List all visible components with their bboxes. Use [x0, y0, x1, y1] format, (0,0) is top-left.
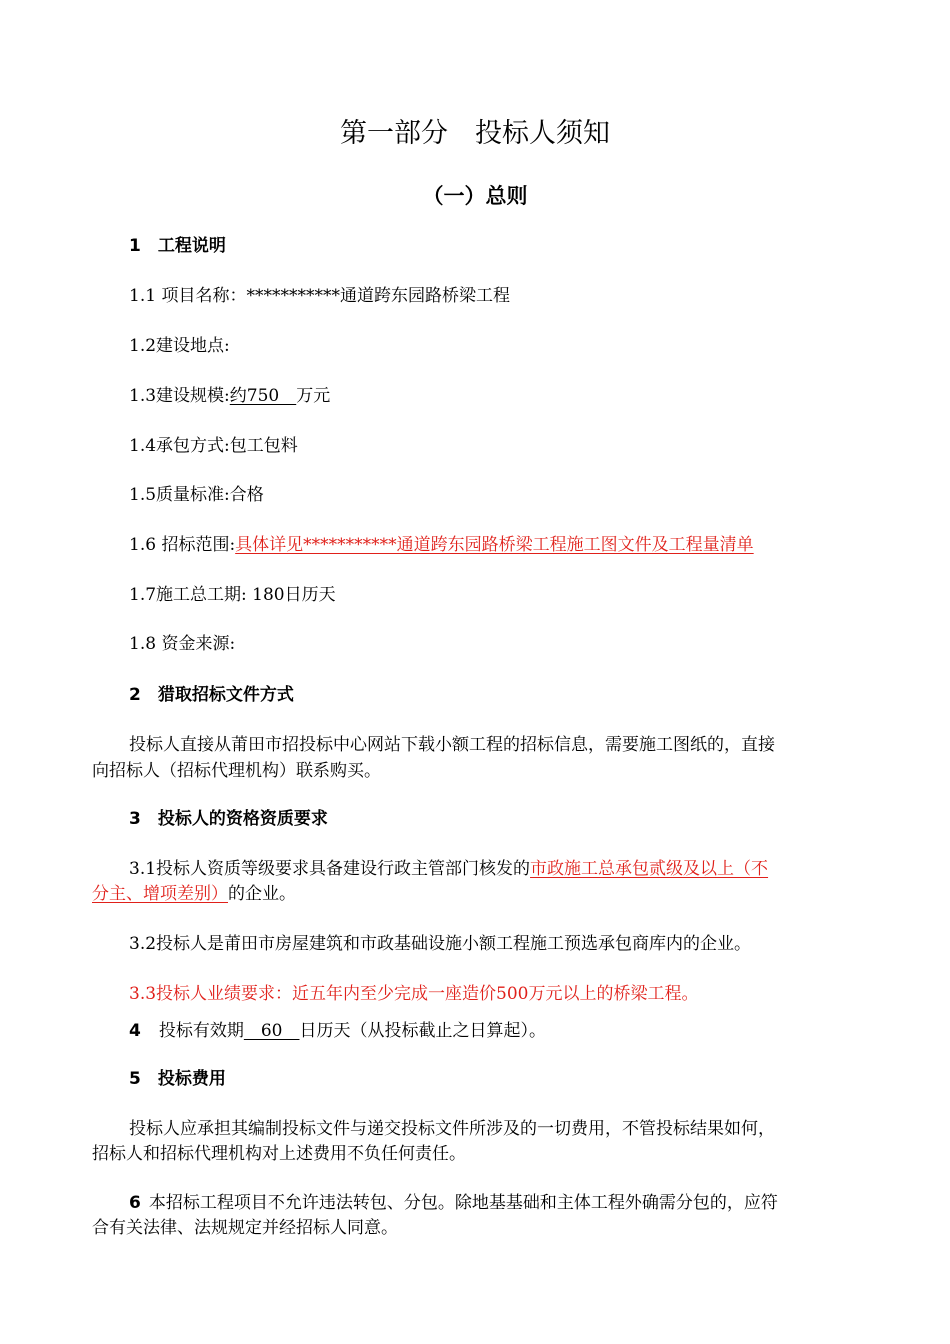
bid-validity-line — [129, 1019, 546, 1043]
page-title: 第一部分 投标人须知 — [340, 118, 610, 149]
bid-validity-days: 60 — [243, 1021, 300, 1041]
scale-label: 1.3建设规模: — [129, 386, 230, 406]
qualification-3-1-line2 — [92, 882, 296, 906]
subcontract-para-line2: 合有关法律、法规规定并经招标人同意。 — [92, 1218, 398, 1238]
qualification-3-2: 3.2投标人是莆田市房屋建筑和市政基础设施小额工程施工预选承包商库内的企业。 — [129, 934, 752, 954]
bid-validity-tail: 日历天（从投标截止之日算起）。 — [299, 1021, 546, 1041]
funding-source-line: 1.8 资金来源: — [129, 634, 236, 654]
heading-obtain-documents: 2 猎取招标文件方式 — [129, 685, 294, 705]
subcontract-text: 本招标工程项目不允许违法转包、分包。除地基基础和主体工程外确需分包的，应符 — [148, 1193, 778, 1213]
qualification-3-1-red-text-cont: 分主、增项差别） — [92, 884, 228, 904]
bid-validity-label: 投标有效期 — [158, 1021, 244, 1041]
quality-standard-line: 1.5质量标准:合格 — [129, 485, 264, 505]
obtain-documents-para-line2: 向招标人（招标代理机构）联系购买。 — [92, 761, 381, 781]
project-name-line: 1.1 项目名称：***********通道跨东园路桥梁工程 — [129, 286, 510, 306]
heading-project-description: 1 工程说明 — [129, 236, 226, 256]
qualification-3-3: 3.3投标人业绩要求：近五年内至少完成一座造价500万元以上的桥梁工程。 — [129, 984, 699, 1004]
qualification-3-1-red-text: 市政施工总承包贰级及以上（不 — [530, 859, 769, 879]
scope-value: 具体详见***********通道跨东园路桥梁工程施工图文件及工程量清单 — [235, 535, 754, 555]
qualification-3-1-tail: 的企业。 — [228, 884, 296, 904]
qualification-3-1-line1 — [129, 857, 768, 881]
section-subtitle: （一）总则 — [422, 184, 528, 208]
scale-unit: 万元 — [296, 386, 331, 406]
construction-site-line: 1.2建设地点: — [129, 336, 230, 356]
contract-mode-line: 1.4承包方式:包工包料 — [129, 436, 298, 456]
heading-bid-cost: 5 投标费用 — [129, 1069, 226, 1089]
bid-validity-number: 4 — [129, 1021, 141, 1041]
subcontract-para-line1 — [129, 1191, 778, 1215]
scale-value: 约750 — [229, 386, 297, 406]
obtain-documents-para-line1: 投标人直接从莆田市招投标中心网站下载小额工程的招标信息，需要施工图纸的，直接 — [129, 735, 775, 755]
scope-label: 1.6 招标范围: — [129, 535, 236, 555]
heading-qualification: 3 投标人的资格资质要求 — [129, 809, 328, 829]
bidding-scope-line — [129, 533, 754, 557]
construction-scale-line — [129, 384, 330, 408]
bid-cost-para-line1: 投标人应承担其编制投标文件与递交投标文件所涉及的一切费用，不管投标结果如何， — [129, 1119, 775, 1139]
qualification-3-1-text: 3.1投标人资质等级要求具备建设行政主管部门核发的 — [129, 859, 531, 879]
bid-cost-para-line2: 招标人和招标代理机构对上述费用不负任何责任。 — [92, 1144, 466, 1164]
subcontract-number: 6 — [129, 1193, 141, 1213]
construction-period-line: 1.7施工总工期: 180日历天 — [129, 585, 336, 605]
